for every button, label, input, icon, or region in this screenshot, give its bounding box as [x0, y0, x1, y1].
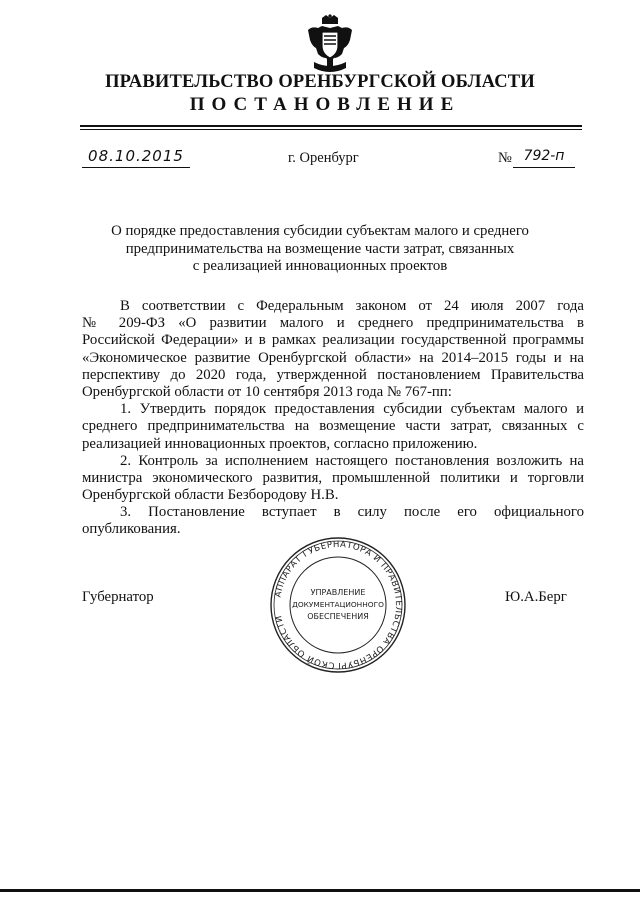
document-date: 08.10.2015 — [82, 147, 190, 168]
official-stamp — [268, 535, 408, 675]
document-type: ПОСТАНОВЛЕНИЕ — [189, 94, 461, 115]
body-line: Оренбургской области Безбородову Н.В. — [82, 487, 339, 504]
subject-line: предпринимательства на возмещение части затрат, связанных — [125, 240, 515, 257]
document-number-label: № — [498, 150, 512, 166]
signatory-name: Ю.А.Берг — [505, 589, 567, 605]
body-line: «Экономическое развитие Оренбургской области» на 2014–2015 годы и на — [82, 349, 584, 366]
subject-line: О порядке предоставления субсидии субъектам малого и среднего — [111, 223, 529, 239]
subject-line: с реализацией инновационных проектов — [192, 258, 448, 274]
footer-rule — [0, 889, 640, 892]
stamp-inner-line: ОБЕСПЕЧЕНИЯ — [307, 612, 369, 621]
body-line: 3. Постановление вступает в силу после его официального — [120, 504, 584, 521]
stamp-inner-line: ДОКУМЕНТАЦИОННОГО — [292, 600, 384, 609]
header-rule-thick — [80, 125, 582, 127]
signatory-role: Губернатор — [82, 589, 154, 605]
header-rule-thin — [80, 129, 582, 130]
body-line: Российской Федерации» и в рамках реализации государственной программы — [82, 332, 584, 349]
body-line: 1. Утвердить порядок предоставления субсидии субъектам малого и — [120, 401, 584, 418]
body-line: реализацией инновационных проектов, согласно приложению. — [82, 435, 478, 452]
body-line: опубликования. — [82, 521, 181, 538]
government-name: ПРАВИТЕЛЬСТВО ОРЕНБУРГСКОЙ ОБЛАСТИ — [105, 72, 535, 92]
body-line: В соответствии с Федеральным законом от 24 июля 2007 года — [120, 298, 584, 314]
body-line: перспективу до 2020 года, утвержденной постановлением Правительства — [82, 366, 584, 383]
document-number: 792-п — [513, 147, 575, 168]
body-line: министра экономического развития, промышленной политики и торговли — [82, 469, 584, 486]
body-line: № 209-ФЗ «О развитии малого и среднего предпринимательства в — [82, 315, 584, 332]
coat-of-arms-icon — [304, 14, 356, 74]
body-line: Оренбургской области от 10 сентября 2013 года № 767-пп: — [82, 383, 452, 400]
document-subject — [0, 223, 640, 276]
stamp-inner-line: УПРАВЛЕНИЕ — [310, 588, 366, 597]
body-line: среднего предпринимательства на возмещение части затрат, связанных с — [82, 418, 584, 435]
document-body — [82, 298, 584, 539]
document-city: г. Оренбург — [288, 150, 359, 166]
body-line: 2. Контроль за исполнением настоящего постановления возложить на — [120, 452, 584, 469]
stamp-outer-text: АППАРАТ ГУБЕРНАТОРА И ПРАВИТЕЛЬСТВА ОРЕНБУРГСКОЙ ОБЛАСТИ — [273, 539, 404, 671]
